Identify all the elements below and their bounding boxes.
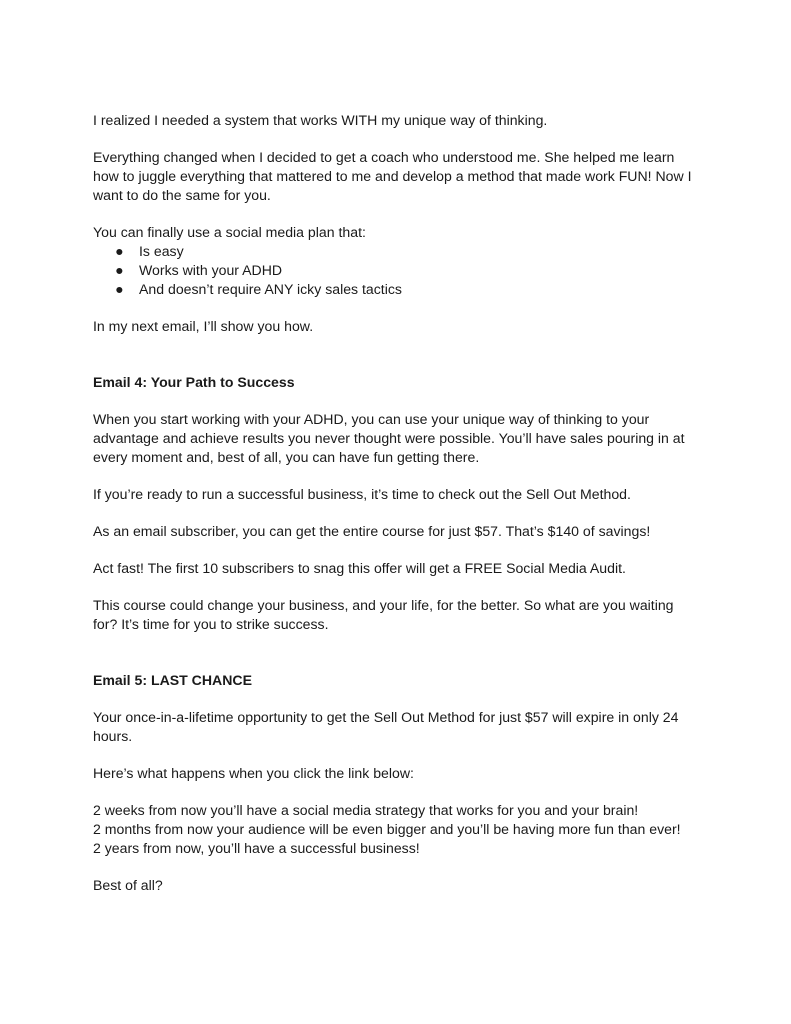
text-line: how to juggle everything that mattered to me and develop a method that made work FUN! Now I (93, 168, 692, 184)
email-4-paragraph-4: Act fast! The first 10 subscribers to snag this offer will get a FREE Social Media Audit. (93, 560, 626, 576)
list-item-text: Is easy (139, 243, 184, 259)
text-line: advantage and achieve results you never thought were possible. You’ll have sales pouring in at (93, 430, 685, 446)
email-4-paragraph-2: If you’re ready to run a successful business, it’s time to check out the Sell Out Method. (93, 486, 631, 502)
text-line: This course could change your business, and your life, for the better. So what are you waiting (93, 597, 674, 613)
text-line: for? It’s time for you to strike success. (93, 616, 329, 632)
email-5-heading: Email 5: LAST CHANCE (93, 672, 252, 688)
email-4-paragraph-1 (93, 410, 713, 467)
text-line: Everything changed when I decided to get a coach who understood me. She helped me learn (93, 149, 675, 165)
email-4-paragraph-3: As an email subscriber, you can get the entire course for just $57. That’s $140 of savings! (93, 523, 651, 539)
intro-paragraph-4: In my next email, I’ll show you how. (93, 318, 314, 334)
list-item (115, 280, 713, 299)
text-line: want to do the same for you. (93, 187, 271, 203)
document-page (93, 111, 713, 913)
list-item (115, 261, 713, 280)
bullet-icon: ● (115, 281, 124, 297)
list-item-text: Works with your ADHD (139, 262, 283, 278)
text-line: every moment and, best of all, you can have fun getting there. (93, 449, 480, 465)
email-4-paragraph-5 (93, 596, 713, 634)
text-line: 2 weeks from now you’ll have a social media strategy that works for you and your brain! (93, 802, 639, 818)
intro-paragraph-3: You can finally use a social media plan that: (93, 224, 366, 240)
email-5-paragraph-1 (93, 708, 713, 746)
list-item-text: And doesn’t require ANY icky sales tactics (139, 281, 402, 297)
intro-paragraph-1: I realized I needed a system that works WITH my unique way of thinking. (93, 112, 548, 128)
text-line: When you start working with your ADHD, you can use your unique way of thinking to your (93, 411, 650, 427)
text-line: Your once-in-a-lifetime opportunity to get the Sell Out Method for just $57 will expire in only 24 (93, 709, 679, 725)
benefits-list (93, 242, 713, 299)
email-5-paragraph-4: Best of all? (93, 877, 163, 893)
bullet-icon: ● (115, 262, 124, 278)
intro-paragraph-2 (93, 148, 713, 205)
text-line: 2 months from now your audience will be even bigger and you’ll be having more fun than ever! (93, 821, 681, 837)
section-spacer (93, 354, 713, 373)
email-4-heading: Email 4: Your Path to Success (93, 374, 295, 390)
section-spacer (93, 652, 713, 671)
email-5-paragraph-2: Here’s what happens when you click the link below: (93, 765, 414, 781)
text-line: 2 years from now, you’ll have a successful business! (93, 840, 420, 856)
text-line: hours. (93, 728, 133, 744)
email-5-paragraph-3 (93, 801, 713, 858)
list-item (115, 242, 713, 261)
bullet-icon: ● (115, 243, 124, 259)
